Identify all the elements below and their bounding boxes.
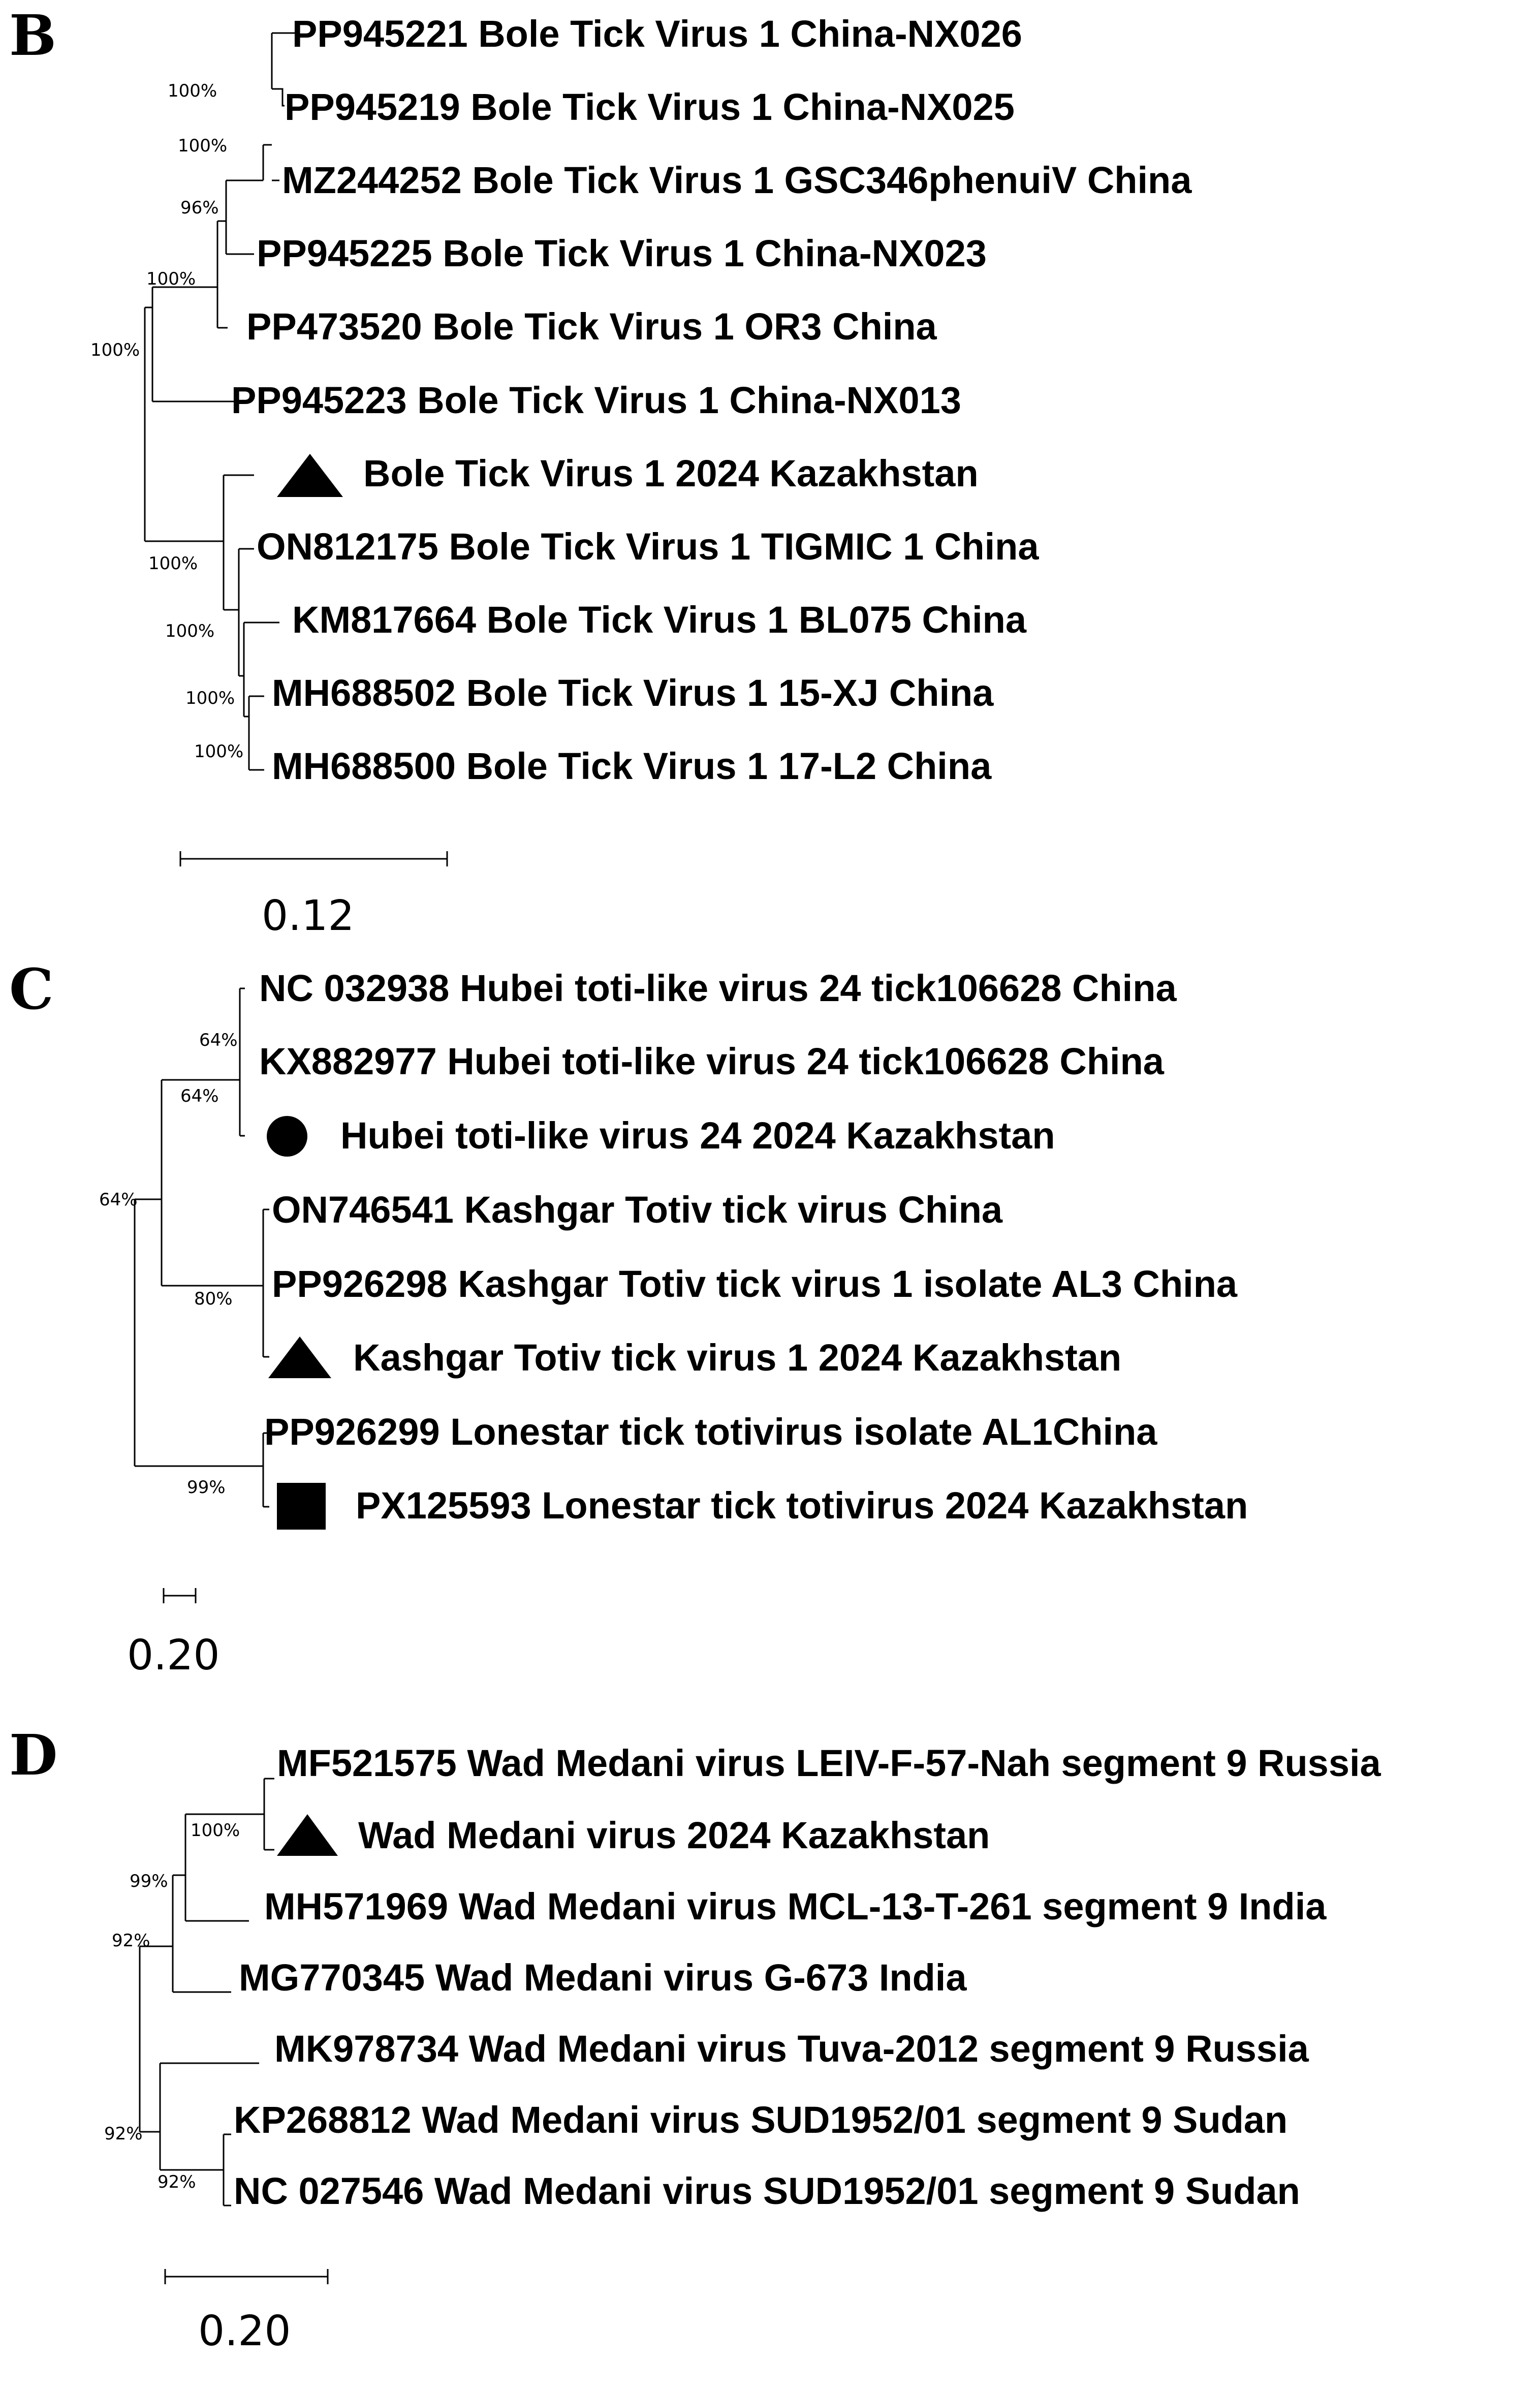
leaf-label: NC 032938 Hubei toti-like virus 24 tick106628 China (259, 967, 1177, 1009)
bootstrap-value: 99% (130, 1871, 168, 1891)
scale-bar (165, 2269, 328, 2284)
leaf-label: NC 027546 Wad Medani virus SUD1952/01 segment 9 Sudan (234, 2170, 1300, 2212)
leaf-label: MH688500 Bole Tick Virus 1 17-L2 China (272, 745, 992, 787)
leaf-label: KM817664 Bole Tick Virus 1 BL075 China (292, 599, 1027, 641)
scale-bar (164, 1588, 196, 1603)
scale-bar-label: 0.20 (198, 2307, 291, 2355)
bootstrap-value: 64% (199, 1030, 238, 1050)
panel-c-tree (135, 988, 269, 1507)
bootstrap-value: 92% (158, 2172, 196, 2192)
leaf-label: Kashgar Totiv tick virus 1 2024 Kazakhstan (353, 1337, 1122, 1379)
leaf-label: MK978734 Wad Medani virus Tuva-2012 segment 9 Russia (274, 2028, 1309, 2070)
scale-bar (180, 851, 447, 866)
leaf-label: KX882977 Hubei toti-like virus 24 tick106628 China (259, 1040, 1164, 1082)
bootstrap-value: 100% (168, 81, 217, 101)
leaf-label: Bole Tick Virus 1 2024 Kazakhstan (363, 452, 979, 494)
bootstrap-value: 92% (104, 2124, 143, 2144)
panel-b-label: B (9, 3, 56, 68)
bootstrap-value: 100% (146, 269, 196, 289)
bootstrap-value: 99% (187, 1477, 226, 1498)
leaf-label: KP268812 Wad Medani virus SUD1952/01 segment 9 Sudan (234, 2099, 1288, 2141)
scale-bar-label: 0.12 (262, 892, 355, 940)
square-marker-icon (277, 1483, 326, 1530)
scale-bar-label: 0.20 (127, 1631, 220, 1680)
leaf-label: MG770345 Wad Medani virus G-673 India (239, 1956, 967, 1999)
triangle-marker-icon (268, 1337, 331, 1378)
bootstrap-value: 100% (165, 621, 215, 641)
leaf-label: ON812175 Bole Tick Virus 1 TIGMIC 1 China (257, 525, 1039, 568)
leaf-label: MH571969 Wad Medani virus MCL-13-T-261 segment 9 India (264, 1885, 1327, 1928)
panel-c (9, 956, 1248, 1680)
leaf-label: Wad Medani virus 2024 Kazakhstan (358, 1814, 990, 1856)
leaf-label: PP926298 Kashgar Totiv tick virus 1 isolate AL3 China (272, 1263, 1238, 1305)
leaf-label: PP945223 Bole Tick Virus 1 China-NX013 (231, 379, 961, 421)
leaf-label: PP926299 Lonestar tick totivirus isolate AL1China (264, 1411, 1157, 1453)
leaf-label: PP945225 Bole Tick Virus 1 China-NX023 (257, 232, 987, 274)
leaf-label: MZ244252 Bole Tick Virus 1 GSC346phenuiV China (282, 159, 1192, 201)
leaf-label: MF521575 Wad Medani virus LEIV-F-57-Nah segment 9 Russia (277, 1742, 1381, 1784)
panel-d (9, 1722, 1381, 2355)
panel-d-label: D (9, 1722, 58, 1788)
leaf-label: MH688502 Bole Tick Virus 1 15-XJ China (272, 672, 994, 714)
leaf-label: ON746541 Kashgar Totiv tick virus China (272, 1189, 1003, 1231)
bootstrap-value: 100% (148, 553, 198, 574)
bootstrap-value: 92% (112, 1931, 150, 1951)
bootstrap-value: 100% (191, 1820, 240, 1841)
leaf-label: PX125593 Lonestar tick totivirus 2024 Kazakhstan (356, 1484, 1248, 1527)
leaf-label: PP945221 Bole Tick Virus 1 China-NX026 (292, 13, 1022, 55)
leaf-label: PP945219 Bole Tick Virus 1 China-NX025 (285, 86, 1015, 128)
circle-marker-icon (267, 1116, 307, 1157)
bootstrap-value: 64% (99, 1190, 138, 1210)
tree-branch (279, 89, 285, 106)
panel-b (9, 3, 1192, 940)
triangle-marker-icon (277, 454, 343, 497)
bootstrap-value: 96% (180, 198, 219, 218)
bootstrap-value: 80% (194, 1289, 233, 1309)
panel-c-label: C (9, 956, 54, 1022)
triangle-marker-icon (277, 1814, 338, 1856)
bootstrap-value: 64% (180, 1086, 219, 1106)
bootstrap-value: 100% (178, 136, 228, 156)
leaf-label: PP473520 Bole Tick Virus 1 OR3 China (246, 305, 937, 348)
bootstrap-value: 100% (185, 688, 235, 708)
leaf-label: Hubei toti-like virus 24 2024 Kazakhstan (340, 1114, 1055, 1157)
bootstrap-value: 100% (194, 741, 244, 762)
bootstrap-value: 100% (90, 340, 140, 360)
